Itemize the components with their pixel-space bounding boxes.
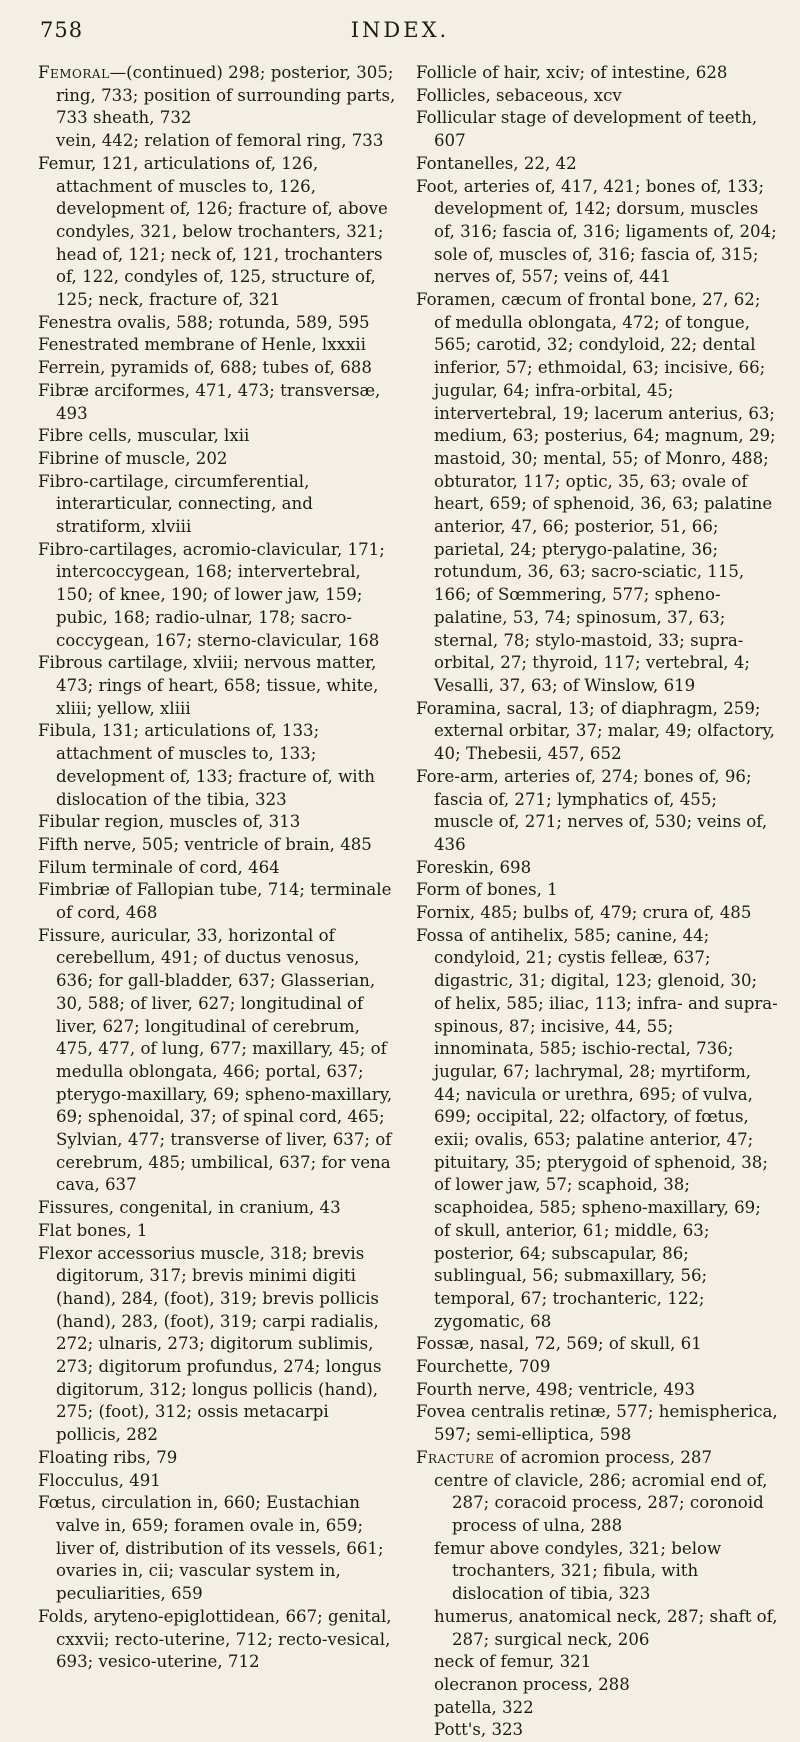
entry-text: Fibrine of muscle, 202 (38, 448, 228, 468)
entry-text: Fenestrated membrane of Henle, lxxxii (38, 335, 366, 355)
entry-text: Fissure, auricular, 33, horizontal of cerebellum, 491; of ductus venosus, 636; for gall-bladder, 637; Glasserian, 30, 588; of liver, 627; longitudinal of liver, 627; longitudinal of cerebrum, 475, 477, of lung, 677; maxillary, 45; of medulla oblongata, 466; portal, 637; pterygo-maxillary, 69; spheno-maxillary, 69; sphenoidal, 37; of spinal cord, 465; Sylvian, 477; transverse of liver, 637; of cerebrum, 485; umbilical, 637; for vena cava, 637 (38, 925, 393, 1195)
index-columns (38, 62, 778, 1742)
index-entry (416, 1379, 778, 1402)
index-entry (38, 1197, 398, 1220)
index-entry (38, 925, 398, 1197)
index-entry (38, 448, 398, 471)
index-entry (416, 766, 778, 857)
index-subentry (416, 1719, 778, 1742)
entry-text: Fourth nerve, 498; ventricle, 493 (416, 1379, 695, 1399)
entry-text: Follicular stage of development of teeth, 607 (416, 108, 758, 151)
entry-heading-suffix: —(continued) (109, 63, 223, 82)
index-subentry (416, 1674, 778, 1697)
page-header (0, 12, 800, 52)
entry-text: Fossæ, nasal, 72, 569; of skull, 61 (416, 1334, 702, 1354)
entry-text: Fibræ arciformes, 471, 473; transversæ, 493 (38, 380, 381, 423)
index-entry (416, 857, 778, 880)
entry-text: Fibro-cartilage, circumferential, interarticular, connecting, and stratiform, xlviii (38, 471, 313, 537)
index-entry (416, 107, 778, 152)
index-subentry (416, 1538, 778, 1606)
index-entry (416, 1447, 778, 1470)
entry-text: Fore-arm, arteries of, 274; bones of, 96; fascia of, 271; lymphatics of, 455; muscle of, 271; nerves of, 530; veins of, 436 (416, 766, 768, 854)
entry-text: Ferrein, pyramids of, 688; tubes of, 688 (38, 358, 372, 378)
entry-text: Foreskin, 698 (416, 857, 532, 877)
index-entry (416, 1401, 778, 1446)
index-entry (416, 1333, 778, 1356)
entry-text: Form of bones, 1 (416, 880, 558, 900)
entry-text: Flexor accessorius muscle, 318; brevis digitorum, 317; brevis minimi digiti (hand), 284, (foot), 319; brevis pollicis (hand), 283, (foot), 319; carpi radialis, 272; ulnaris, 273; digitorum sublimis, 273; digitorum profundus, 274; longus digitorum, 312; longus pollicis (hand), 275; (foot), 312; ossis metacarpi pollicis, 282 (38, 1243, 382, 1445)
index-entry (38, 425, 398, 448)
entry-heading: Femoral (38, 63, 110, 82)
left-column (38, 62, 398, 1742)
entry-text: Fœtus, circulation in, 660; Eustachian valve in, 659; foramen ovale in, 659; liver of, distribution of its vessels, 661; ovaries in, cii; vascular system in, peculiarities, 659 (38, 1493, 384, 1604)
entry-text: Folds, aryteno-epiglottidean, 667; genital, cxxvii; recto-uterine, 712; recto-vesical, 693; vesico-uterine, 712 (38, 1606, 392, 1672)
entry-text: of acromion process, 287 (494, 1447, 713, 1467)
index-subentry (416, 1606, 778, 1651)
entry-text: Flat bones, 1 (38, 1220, 148, 1240)
entry-text: Fossa of antihelix, 585; canine, 44; condyloid, 21; cystis felleæ, 637; digastric, 31; digital, 123; glenoid, 30; of helix, 585; iliac, 113; infra- and supra-spinous, 87; incisive, 44, 55; innominata, 585; ischio-rectal, 736; jugular, 67; lachrymal, 28; myrtiform, 44; navicula or urethra, 695; of vulva, 699; occipital, 22; olfactory, of fœtus, exii; ovalis, 653; palatine anterior, 47; pituitary, 35; pterygoid of sphenoid, 38; of lower jaw, 57; scaphoid, 38; scaphoidea, 585; spheno-maxillary, 69; of skull, anterior, 61; middle, 63; posterior, 64; subscapular, 86; sublingual, 56; submaxillary, 56; temporal, 67; trochanteric, 122; zygomatic, 68 (416, 925, 778, 1331)
entry-text: Fifth nerve, 505; ventricle of brain, 485 (38, 834, 372, 854)
index-entry (38, 1220, 398, 1243)
entry-text: Pott's, 323 (434, 1720, 524, 1740)
entry-text: Filum terminale of cord, 464 (38, 857, 280, 877)
entry-text: Femur, 121, articulations of, 126, attachment of muscles to, 126, development of, 126; fracture of, above condyles, 321, below trochanters, 321; head of, 121; neck of, 121, trochanters of, 122, condyles of, 125, structure of, 125; neck, fracture of, 321 (38, 153, 388, 310)
entry-text: Fibrous cartilage, xlviii; nervous matter, 473; rings of heart, 658; tissue, white, xliii; yellow, xliii (38, 653, 379, 718)
right-column (416, 62, 778, 1742)
entry-text: Fissures, congenital, in cranium, 43 (38, 1198, 341, 1218)
index-entry (38, 879, 398, 924)
index-entry (38, 1447, 398, 1470)
index-entry (38, 1492, 398, 1606)
entry-text: Fimbriæ of Fallopian tube, 714; terminale of cord, 468 (38, 880, 392, 923)
index-entry (38, 834, 398, 857)
index-entry (38, 334, 398, 357)
index-entry (38, 652, 398, 720)
entry-text: Fornix, 485; bulbs of, 479; crura of, 485 (416, 903, 752, 923)
index-subentry (38, 130, 398, 153)
index-subentry (416, 1651, 778, 1674)
index-entry (38, 811, 398, 834)
running-head: INDEX. (350, 18, 450, 42)
entry-text: Fontanelles, 22, 42 (416, 153, 577, 173)
entry-text: Foramen, cæcum of frontal bone, 27, 62; of medulla oblongata, 472; of tongue, 565; carotid, 32; condyloid, 22; dental inferior, 57; ethmoidal, 63; incisive, 66; jugular, 64; infra-orbital, 45; intervertebral, 19; lacerum anterius, 63; medium, 63; posterius, 64; magnum, 29; mastoid, 30; mental, 55; of Monro, 488; obturator, 117; optic, 35, 63; ovale of heart, 659; of sphenoid, 36, 63; palatine anterior, 47, 66; posterior, 51, 66; parietal, 24; pterygo-palatine, 36; rotundum, 36, 63; sacro-sciatic, 115, 166; of Sœmmering, 577; spheno-palatine, 53, 74; spinosum, 37, 63; sternal, 78; stylo-mastoid, 33; supra-orbital, 27; thyroid, 117; vertebral, 4; Vesalli, 37, 63; of Winslow, 619 (416, 290, 776, 695)
index-entry (38, 1606, 398, 1674)
index-entry (416, 1356, 778, 1379)
entry-text: Follicles, sebaceous, xcv (416, 85, 622, 105)
entry-text: 298; posterior, 305; ring, 733; position of surrounding parts, 733 sheath, 732 (56, 63, 396, 128)
index-entry (38, 539, 398, 653)
entry-text: humerus, anatomical neck, 287; shaft of, 287; surgical neck, 206 (434, 1606, 778, 1649)
index-entry (38, 357, 398, 380)
index-entry (416, 925, 778, 1334)
page-number: 758 (40, 18, 84, 42)
entry-text: Fenestra ovalis, 588; rotunda, 589, 595 (38, 312, 370, 332)
index-entry (416, 698, 778, 766)
entry-text: Flocculus, 491 (38, 1470, 161, 1490)
entry-text: Fourchette, 709 (416, 1357, 551, 1377)
index-entry (38, 857, 398, 880)
index-entry (38, 380, 398, 425)
entry-text: centre of clavicle, 286; acromial end of, 287; coracoid process, 287; coronoid process of ulna, 288 (434, 1470, 768, 1535)
index-entry (38, 720, 398, 811)
index-entry (38, 1470, 398, 1493)
entry-text: Foot, arteries of, 417, 421; bones of, 133; development of, 142; dorsum, muscles of, 316; fascia of, 316; ligaments of, 204; sole of, muscles of, 316; fascia of, 315; nerves of, 557; veins of, 441 (416, 176, 777, 287)
entry-text: Fibula, 131; articulations of, 133; attachment of muscles to, 133; development of, 133; fracture of, with dislocation of the tibia, 323 (38, 721, 375, 809)
index-subentry (416, 1697, 778, 1720)
entry-text: vein, 442; relation of femoral ring, 733 (56, 131, 384, 151)
index-entry (416, 289, 778, 698)
index-entry (416, 879, 778, 902)
entry-text: Foramina, sacral, 13; of diaphragm, 259; external orbitar, 37; malar, 49; olfactory, 40; Thebesii, 457, 652 (416, 698, 775, 764)
entry-text: Fibro-cartilages, acromio-clavicular, 171; intercoccygean, 168; intervertebral, 150; of knee, 190; of lower jaw, 159; pubic, 168; radio-ulnar, 178; sacro-coccygean, 167; sterno-clavicular, 168 (38, 539, 385, 650)
entry-heading: Fracture (416, 1447, 495, 1467)
entry-text: Fovea centralis retinæ, 577; hemispherica, 597; semi-elliptica, 598 (416, 1402, 778, 1445)
index-entry (38, 471, 398, 539)
index-entry (416, 176, 778, 290)
index-subentry (416, 1470, 778, 1538)
entry-text: Floating ribs, 79 (38, 1447, 178, 1467)
index-entry (38, 153, 398, 312)
entry-text: femur above condyles, 321; below trochanters, 321; fibula, with dislocation of tibia, 323 (434, 1538, 722, 1604)
index-entry (38, 62, 398, 130)
entry-text: Fibular region, muscles of, 313 (38, 812, 301, 832)
index-entry (38, 1243, 398, 1447)
entry-text: Follicle of hair, xciv; of intestine, 628 (416, 63, 728, 82)
index-entry (416, 153, 778, 176)
entry-text: neck of femur, 321 (434, 1652, 592, 1672)
entry-text: Fibre cells, muscular, lxii (38, 426, 250, 446)
index-entry (38, 312, 398, 335)
entry-text: patella, 322 (434, 1697, 534, 1717)
entry-text: olecranon process, 288 (434, 1674, 630, 1694)
index-entry (416, 62, 778, 85)
index-entry (416, 902, 778, 925)
index-entry (416, 85, 778, 108)
